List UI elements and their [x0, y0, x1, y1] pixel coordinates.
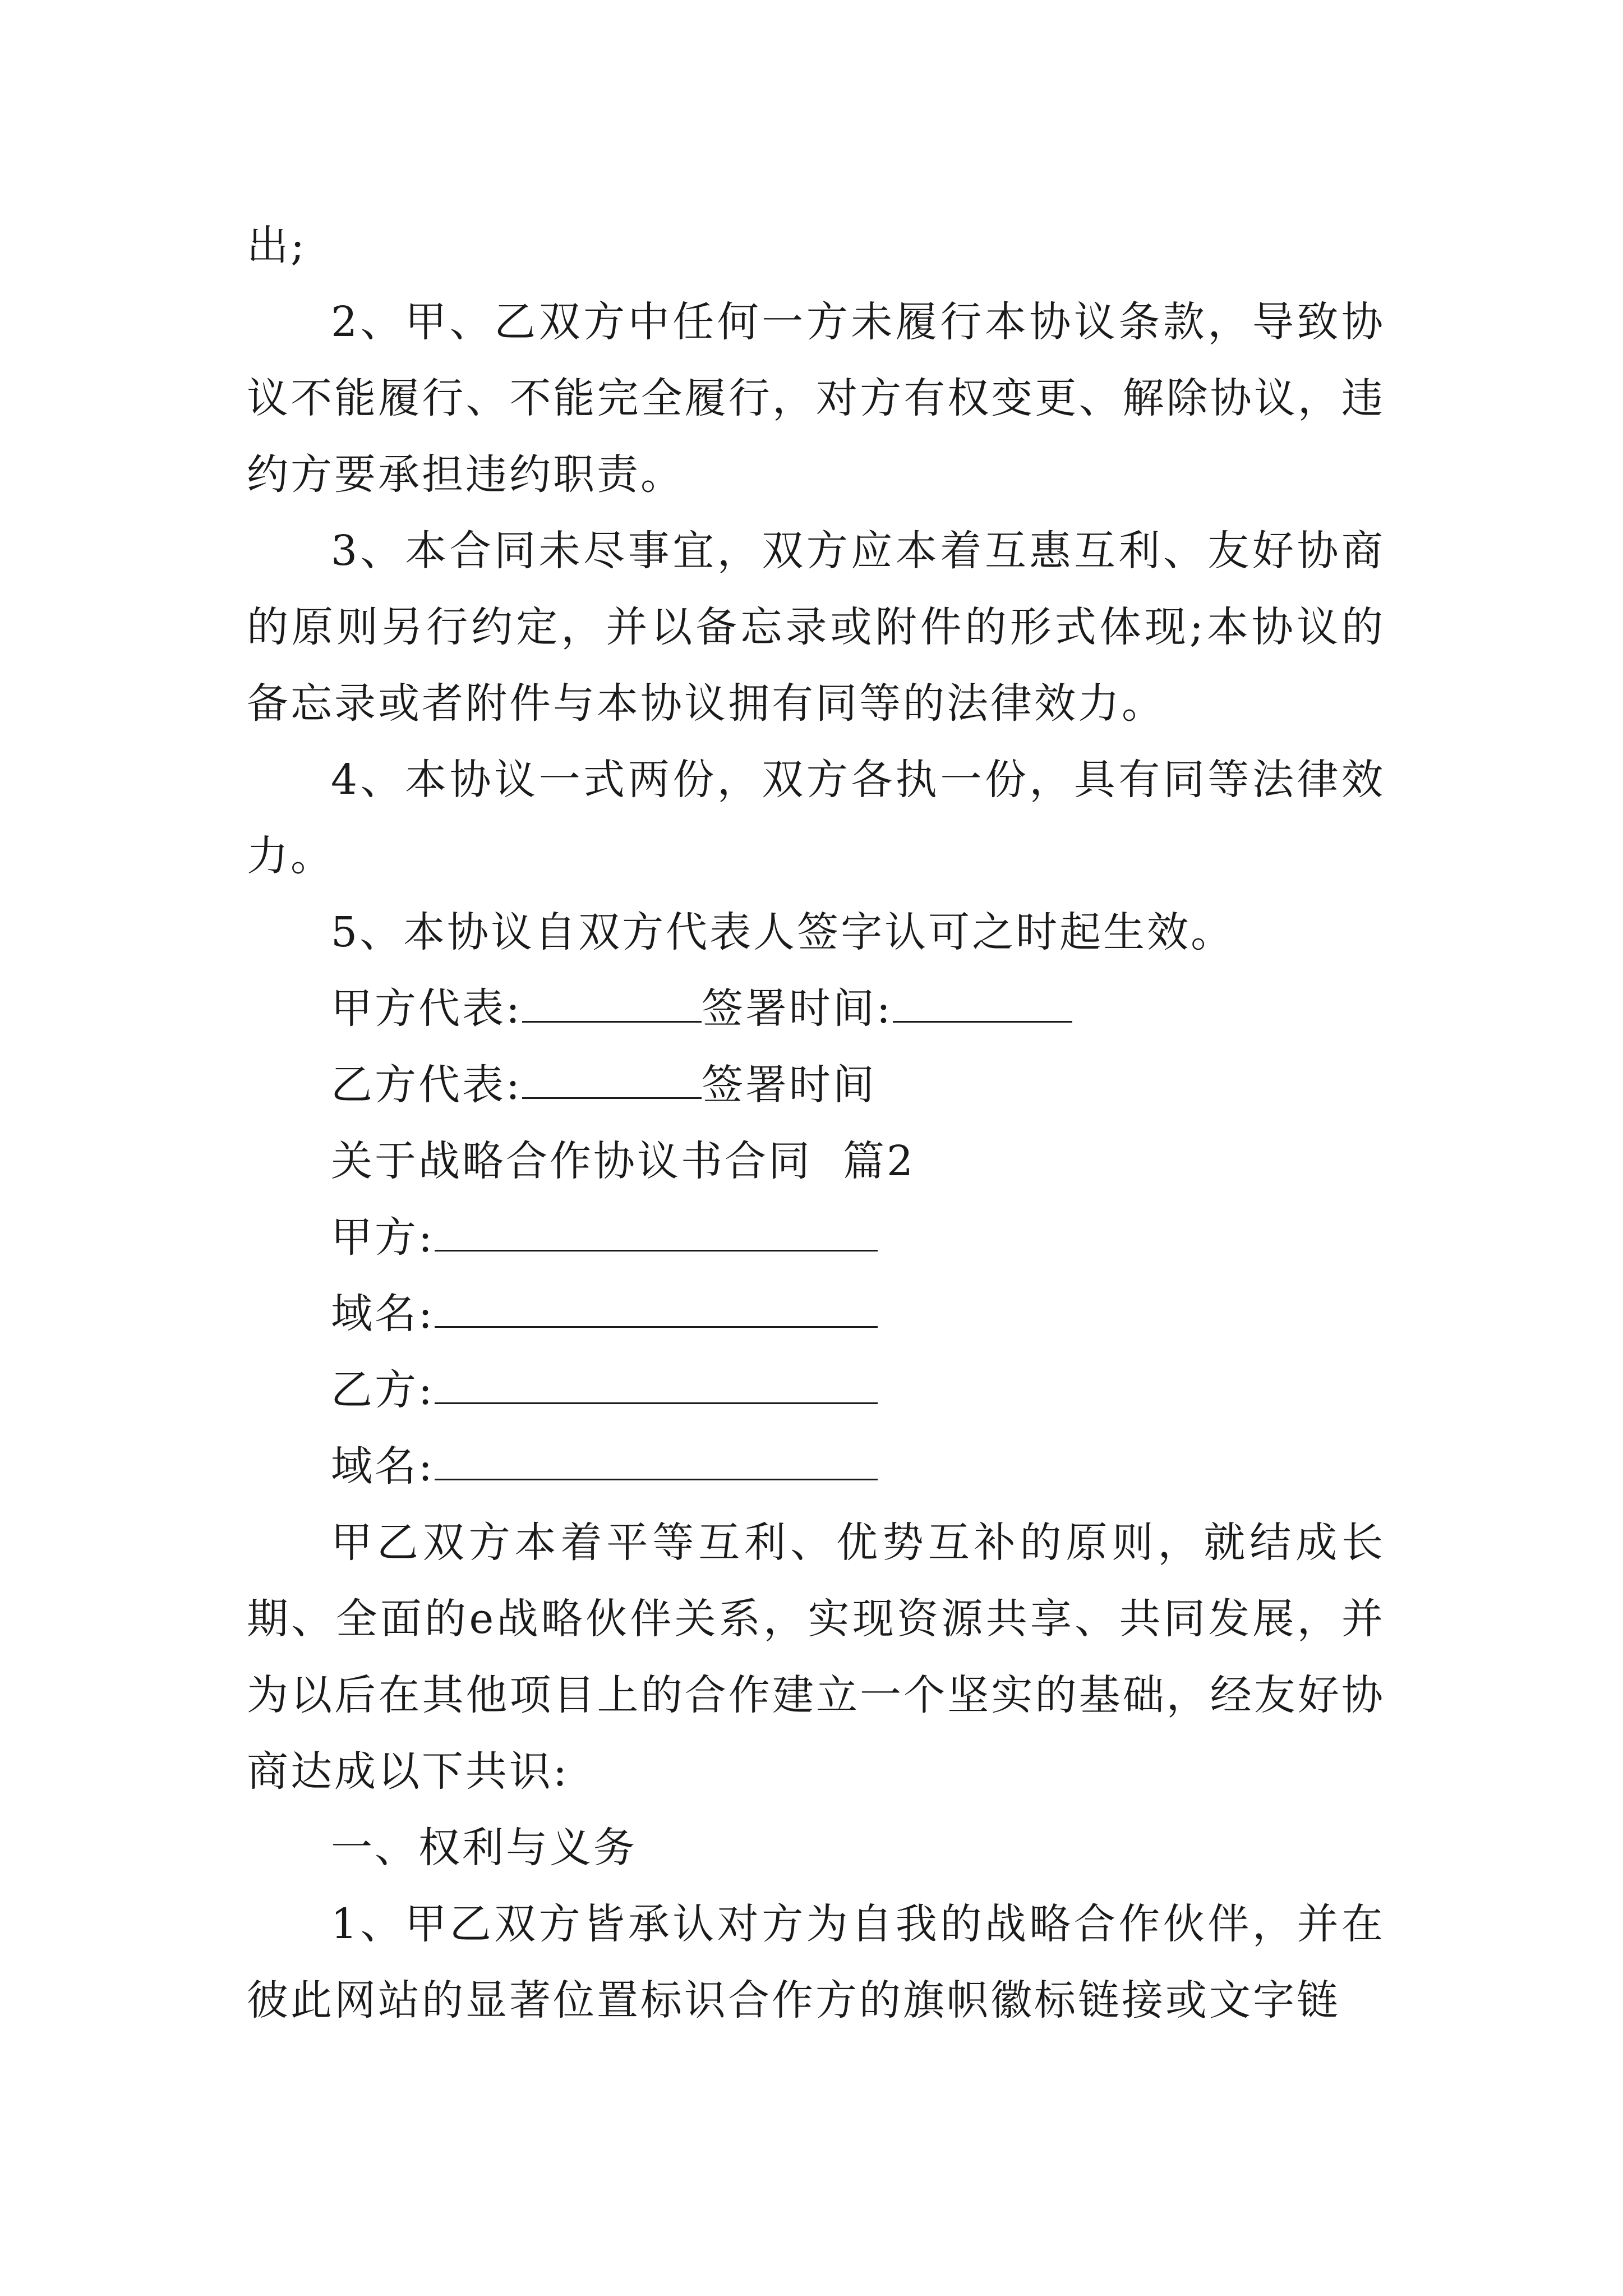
party-b-label: 乙方:	[331, 1366, 435, 1414]
domain-a-field	[247, 1276, 1385, 1352]
party-b-sign-time-label: 签署时间	[701, 1061, 877, 1109]
party-a-label: 甲方:	[331, 1213, 435, 1262]
domain-b-label: 域名:	[331, 1442, 435, 1490]
section-title: 关于战略合作协议书合同 篇2	[331, 1137, 916, 1185]
party-b-representative-label: 乙方代表:	[331, 1061, 522, 1109]
party-a-representative-label: 甲方代表:	[331, 984, 522, 1033]
signature-line-party-b	[247, 1047, 1385, 1123]
party-b-representative-blank	[522, 1056, 702, 1099]
party-a-field	[247, 1199, 1385, 1276]
signature-line-party-a	[247, 970, 1385, 1047]
domain-a-label: 域名:	[331, 1290, 435, 1338]
domain-a-blank	[435, 1285, 878, 1328]
party-a-blank	[435, 1208, 878, 1251]
party-a-sign-time-label: 签署时间:	[701, 984, 893, 1033]
clause-2: 2、甲、乙双方中任何一方未履行本协议条款，导致协议不能履行、不能完全履行，对方有权变更、解除协议，违约方要承担违约职责。	[247, 298, 1385, 499]
intro-paragraph: 甲乙双方本着平等互利、优势互补的原则，就结成长期、全面的e战略伙伴关系，实现资源共享、共同发展，并为以后在其他项目上的合作建立一个坚实的基础，经友好协商达成以下共识:	[247, 1519, 1385, 1796]
clause-4: 4、本协议一式两份，双方各执一份，具有同等法律效力。	[247, 756, 1385, 880]
clause-3: 3、本合同未尽事宜，双方应本着互惠互利、友好协商的原则另行约定，并以备忘录或附件的形式体现;本协议的备忘录或者附件与本协议拥有同等的法律效力。	[247, 527, 1385, 728]
party-b-field	[247, 1352, 1385, 1428]
rights-item-1: 1、甲乙双方皆承认对方为自我的战略合作伙伴，并在彼此网站的显著位置标识合作方的旗帜徽标链接或文字链	[247, 1900, 1385, 2024]
paragraph-continuation: 出;	[247, 222, 307, 270]
document-body	[247, 208, 1385, 2039]
party-a-sign-time-blank	[893, 979, 1072, 1023]
heading-rights-obligations: 一、权利与义务	[331, 1824, 637, 1872]
clause-5: 5、本协议自双方代表人签字认可之时起生效。	[331, 908, 1235, 956]
party-a-representative-blank	[522, 979, 702, 1023]
domain-b-blank	[435, 1437, 878, 1480]
party-b-blank	[435, 1361, 878, 1404]
domain-b-field	[247, 1428, 1385, 1504]
